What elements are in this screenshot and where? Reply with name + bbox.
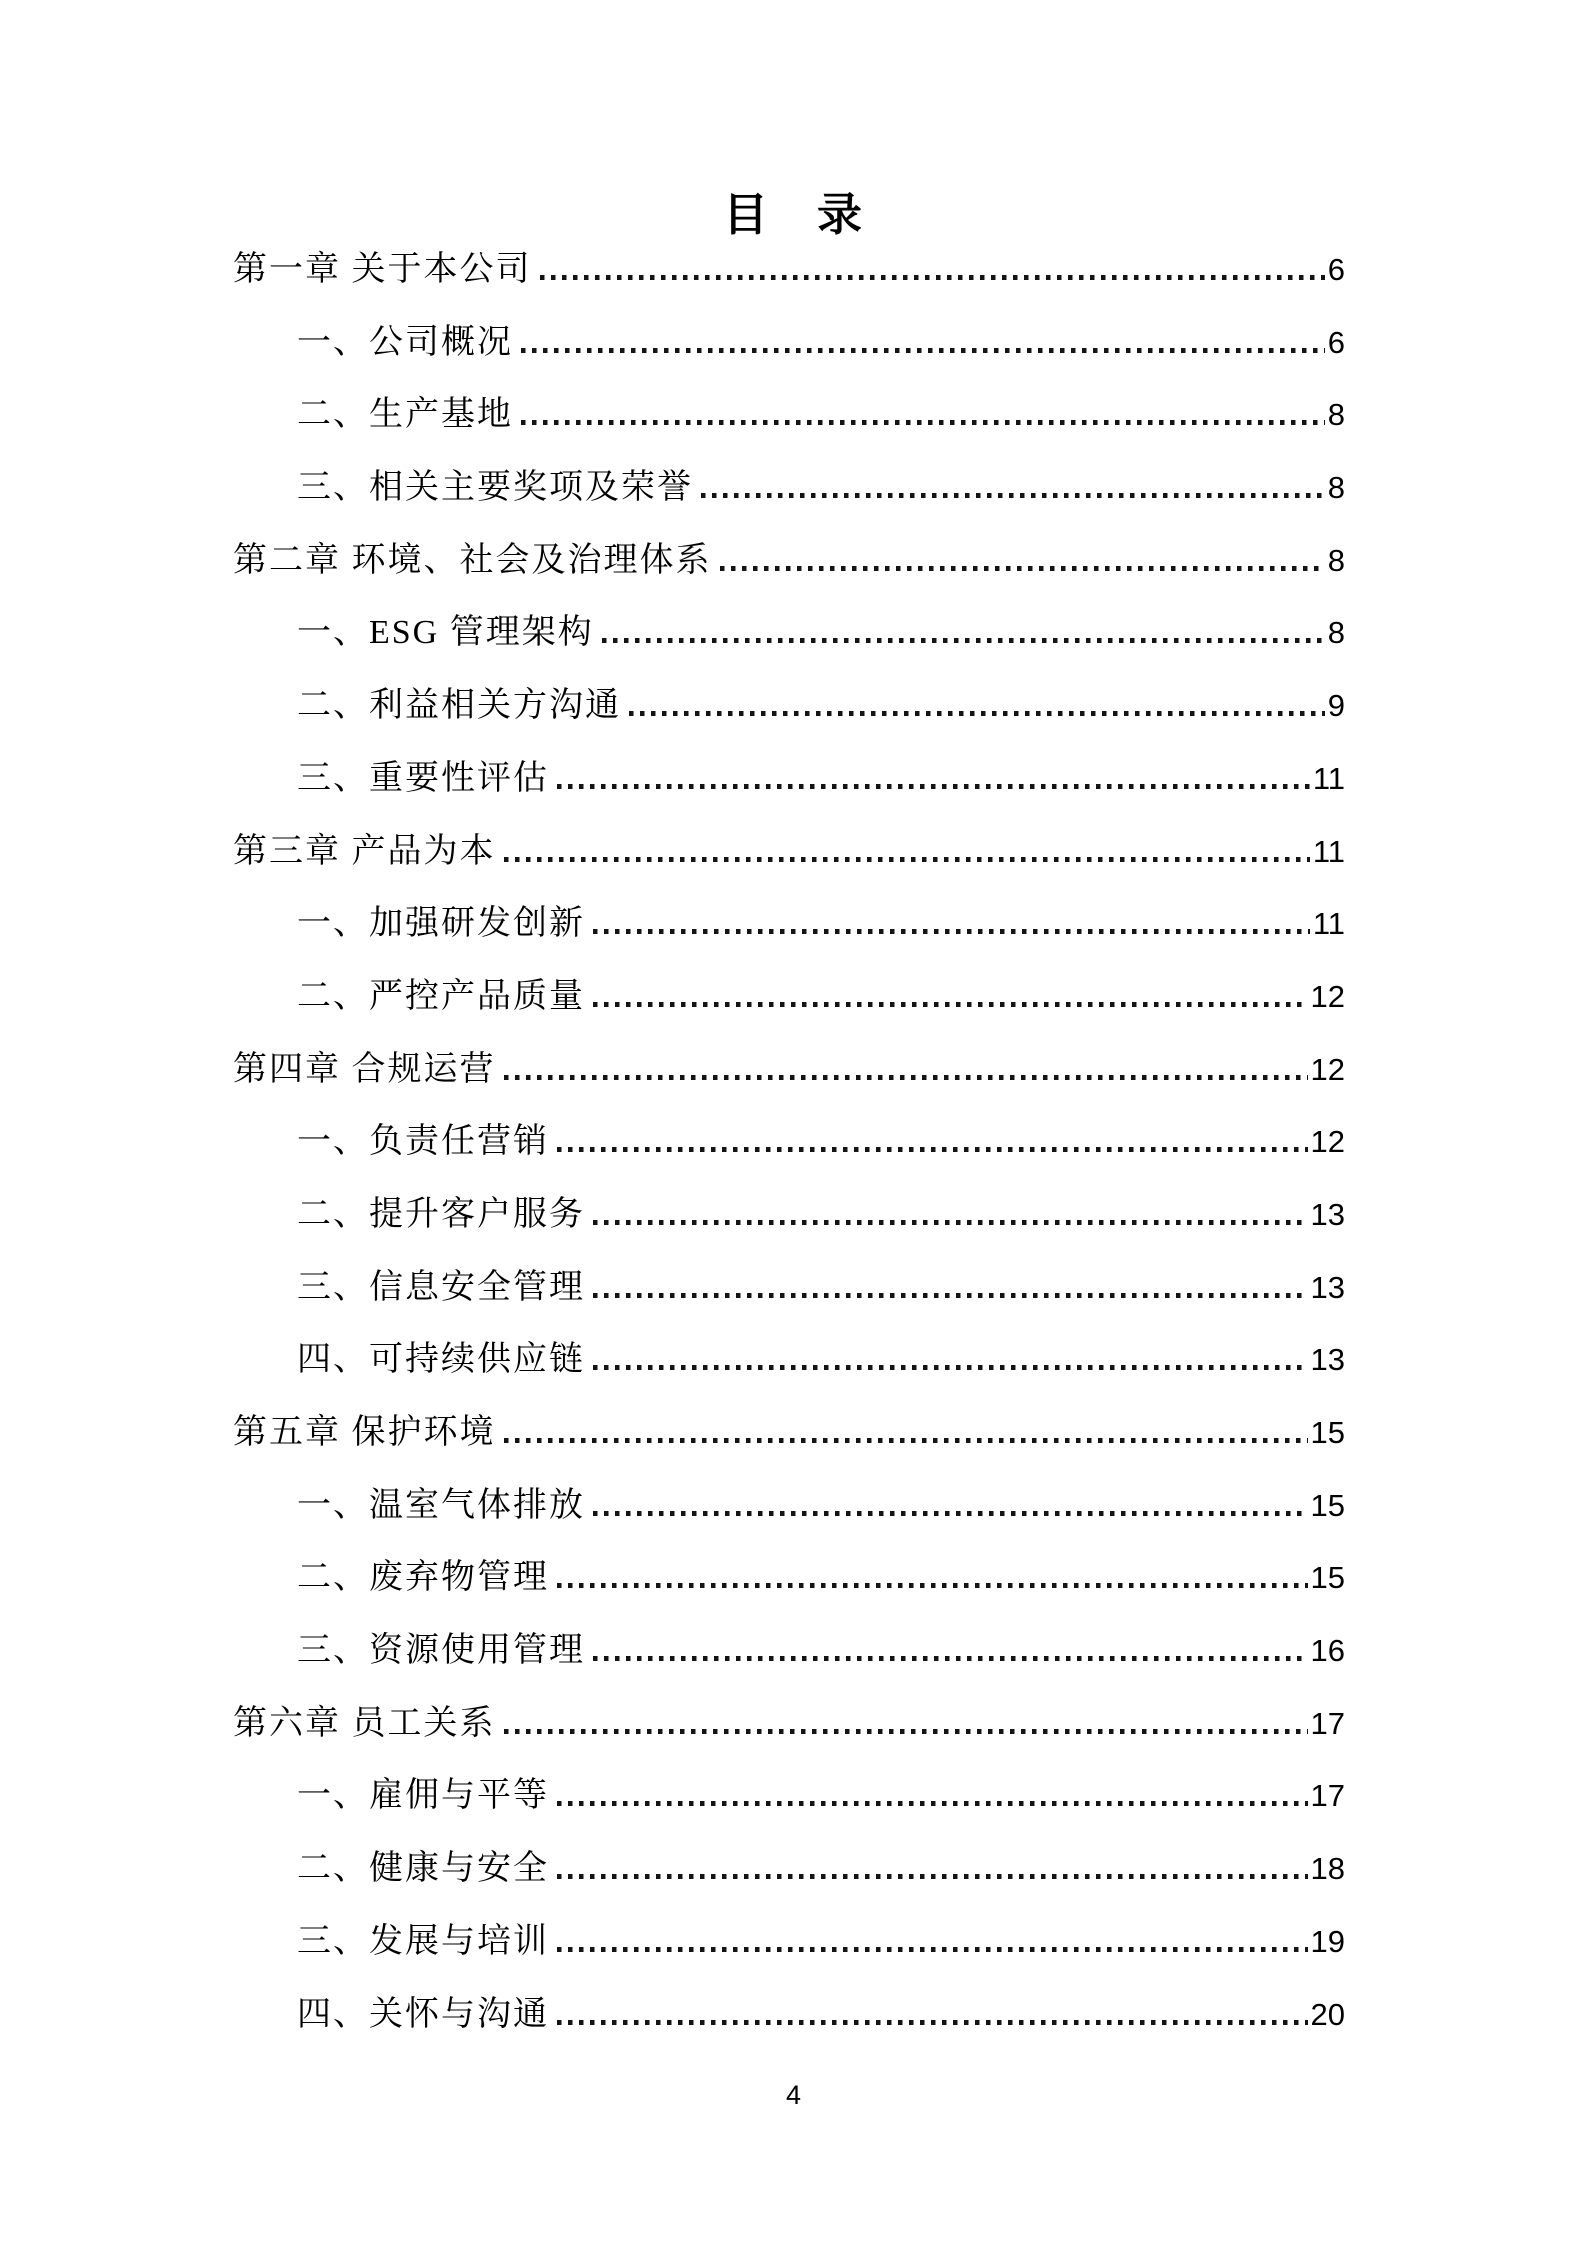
dot-leader: [593, 929, 1310, 934]
toc-entry-page: 18: [1310, 1851, 1345, 1887]
dot-leader: [557, 1801, 1308, 1806]
toc-entry-label: 第二章 环境、社会及治理体系: [233, 541, 712, 579]
toc-row[interactable]: [233, 515, 1345, 588]
toc-entry-label: 第一章 关于本公司: [233, 251, 532, 288]
toc-row[interactable]: [233, 369, 1345, 442]
toc-entry-page: 8: [1327, 615, 1345, 651]
toc-entry-page: 15: [1310, 1487, 1345, 1523]
toc-entry-page: 13: [1310, 1196, 1345, 1232]
toc-entry-label: 二、健康与安全: [297, 1850, 549, 1888]
toc-entry-page: 8: [1327, 542, 1345, 578]
dot-leader: [557, 1147, 1308, 1152]
toc-entry-page: 6: [1327, 252, 1345, 287]
toc-entry-label: 二、废弃物管理: [297, 1559, 549, 1597]
toc-row[interactable]: [233, 878, 1345, 951]
toc-entry-page: 15: [1310, 1560, 1345, 1596]
toc-row[interactable]: [233, 951, 1345, 1024]
toc-row[interactable]: [233, 1605, 1345, 1678]
page-number-footer: 4: [785, 2080, 802, 2110]
toc-entry-label: 一、雇佣与平等: [297, 1777, 549, 1815]
toc-row[interactable]: [233, 1387, 1345, 1460]
toc-entry-label: 二、利益相关方沟通: [297, 687, 621, 725]
toc-entry-page: 8: [1327, 397, 1345, 433]
toc-entry-label: 二、提升客户服务: [297, 1195, 585, 1233]
dot-leader: [504, 1075, 1308, 1080]
toc-entry-page: 12: [1310, 1051, 1345, 1087]
toc-entry-page: 20: [1310, 1996, 1345, 2032]
toc-entry-page: 6: [1327, 324, 1345, 360]
dot-leader: [521, 420, 1325, 425]
toc-row[interactable]: [233, 1242, 1345, 1315]
dot-leader: [540, 275, 1325, 280]
toc-entry-page: 8: [1327, 470, 1345, 506]
toc-entry-page: 13: [1310, 1342, 1345, 1378]
dot-leader: [557, 2020, 1308, 2025]
toc-entry-page: 13: [1310, 1269, 1345, 1305]
toc-row[interactable]: [233, 442, 1345, 515]
dot-leader: [504, 1729, 1308, 1734]
toc-row[interactable]: [233, 1823, 1345, 1896]
dot-leader: [557, 784, 1310, 789]
toc-list: [233, 224, 1345, 2041]
toc-row[interactable]: [233, 733, 1345, 806]
toc-row[interactable]: [233, 660, 1345, 733]
toc-entry-label: 三、发展与培训: [297, 1922, 549, 1960]
toc-entry-page: 12: [1310, 978, 1345, 1014]
toc-entry-label: 第三章 产品为本: [233, 832, 496, 870]
toc-entry-page: 12: [1310, 1124, 1345, 1160]
toc-entry-page: 11: [1312, 906, 1345, 942]
toc-entry-page: 17: [1310, 1778, 1345, 1814]
dot-leader: [593, 1656, 1308, 1661]
toc-row[interactable]: [233, 1314, 1345, 1387]
toc-entry-label: 一、ESG 管理架构: [297, 614, 594, 652]
toc-row[interactable]: [233, 1532, 1345, 1605]
toc-row[interactable]: [233, 806, 1345, 879]
toc-entry-label: 二、生产基地: [297, 396, 513, 434]
toc-row[interactable]: [233, 1896, 1345, 1969]
toc-entry-label: 三、重要性评估: [297, 759, 549, 797]
toc-entry-page: 9: [1327, 688, 1345, 724]
dot-leader: [593, 1365, 1308, 1370]
toc-entry-label: 一、负责任营销: [297, 1123, 549, 1161]
toc-entry-page: 16: [1310, 1633, 1345, 1669]
toc-row[interactable]: [233, 587, 1345, 660]
dot-leader: [629, 711, 1325, 716]
dot-leader: [593, 1293, 1308, 1298]
toc-row[interactable]: [233, 1024, 1345, 1097]
dot-leader: [557, 1583, 1308, 1588]
toc-entry-page: 15: [1310, 1415, 1345, 1450]
toc-row[interactable]: [233, 1678, 1345, 1751]
toc-entry-label: 第六章 员工关系: [233, 1704, 496, 1742]
toc-row[interactable]: [233, 1096, 1345, 1169]
toc-entry-label: 第五章 保护环境: [233, 1414, 496, 1451]
toc-entry-label: 一、公司概况: [297, 323, 513, 361]
toc-entry-label: 一、加强研发创新: [297, 905, 585, 943]
dot-leader: [504, 1438, 1308, 1443]
toc-entry-label: 第四章 合规运营: [233, 1050, 496, 1088]
toc-entry-page: 11: [1312, 833, 1345, 869]
toc-row[interactable]: [233, 1969, 1345, 2042]
dot-leader: [720, 566, 1325, 571]
toc-entry-label: 二、严控产品质量: [297, 977, 585, 1015]
dot-leader: [593, 1002, 1308, 1007]
toc-entry-label: 三、信息安全管理: [297, 1268, 585, 1306]
dot-leader: [521, 348, 1325, 353]
dot-leader: [593, 1220, 1308, 1225]
toc-entry-label: 四、可持续供应链: [297, 1341, 585, 1379]
toc-row[interactable]: [233, 1169, 1345, 1242]
toc-entry-label: 三、相关主要奖项及荣誉: [297, 469, 693, 507]
toc-entry-page: 17: [1310, 1705, 1345, 1741]
dot-leader: [602, 638, 1325, 643]
toc-row[interactable]: [233, 297, 1345, 370]
toc-title: 目 录: [722, 190, 864, 240]
toc-entry-page: 19: [1310, 1923, 1345, 1959]
toc-entry-label: 四、关怀与沟通: [297, 1995, 549, 2033]
dot-leader: [593, 1511, 1308, 1516]
dot-leader: [557, 1874, 1308, 1879]
toc-row[interactable]: [233, 1460, 1345, 1533]
dot-leader: [557, 1947, 1308, 1952]
toc-entry-label: 一、温室气体排放: [297, 1486, 585, 1524]
dot-leader: [504, 857, 1310, 862]
toc-entry-label: 三、资源使用管理: [297, 1632, 585, 1670]
dot-leader: [701, 493, 1325, 498]
toc-row[interactable]: [233, 1750, 1345, 1823]
toc-row[interactable]: [233, 224, 1345, 297]
toc-entry-page: 11: [1312, 760, 1345, 796]
